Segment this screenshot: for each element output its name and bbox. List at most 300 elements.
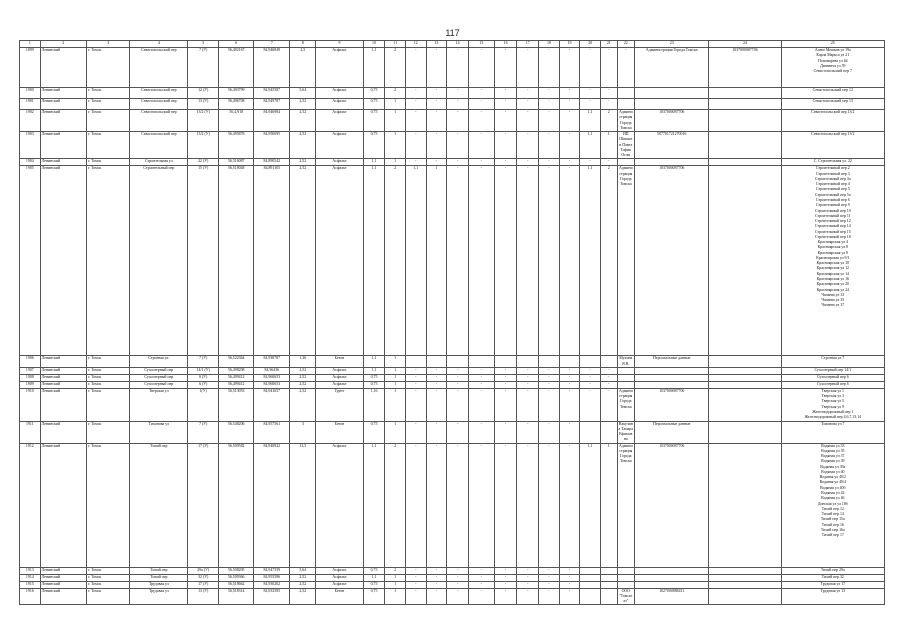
table-cell: Тихий пер [130, 567, 188, 574]
table-cell: 1(У) [188, 388, 219, 421]
table-cell: - [517, 132, 539, 159]
table-cell: - [517, 48, 539, 88]
column-number-cell: 24 [709, 41, 781, 48]
served-object: Красноярская ул 4 [817, 240, 848, 245]
table-cell: 84,938787 [254, 356, 290, 368]
served-objects-cell [781, 567, 884, 574]
table-row [20, 99, 885, 110]
table-cell: 2,5 [290, 48, 316, 88]
served-object: Строительный пер 6 [815, 197, 850, 202]
table-cell [601, 356, 618, 368]
table-cell: - [405, 132, 426, 159]
table-cell: - [559, 381, 580, 388]
table-row [20, 132, 885, 159]
table-cell: 1027000888411 [635, 588, 709, 605]
table-cell: 84,957561 [254, 421, 290, 443]
table-cell: 84,946984 [254, 110, 290, 132]
table-cell: - [559, 88, 580, 99]
table-cell: - [517, 588, 539, 605]
table-cell: - [468, 88, 494, 99]
table-cell [580, 567, 601, 574]
table-cell: - [580, 99, 601, 110]
served-object: Строительный пер 4 [815, 182, 850, 187]
table-cell: - [601, 388, 618, 421]
table-cell: ООО "Томскгаз" [617, 588, 635, 605]
served-object: Водяная ул 40/4 [819, 480, 846, 485]
table-cell [635, 159, 709, 166]
served-objects-cell [781, 588, 884, 605]
table-cell: Сухоозерный пер [130, 374, 188, 381]
table-cell: - [539, 48, 560, 88]
served-object: Красноярская ул 9/1 [816, 255, 850, 260]
table-cell: 2 [385, 166, 406, 356]
table-cell: 56,4,918 [219, 110, 254, 132]
column-number-cell: 16 [494, 41, 517, 48]
served-object: Тихий пер 32 [821, 574, 844, 579]
table-cell: - [517, 421, 539, 443]
served-object: Строительный пер 9 [815, 203, 850, 208]
served-object: Сухоозерный пер 6 [816, 381, 849, 386]
table-cell: 6 (У) [188, 374, 219, 381]
table-cell: 1 [385, 421, 406, 443]
table-cell: - [405, 574, 426, 581]
table-cell: 1,1 [363, 159, 385, 166]
table-cell: 22 (У) [188, 159, 219, 166]
table-cell: - [426, 88, 447, 99]
table-cell: Ленинский [40, 356, 86, 368]
table-cell: - [426, 581, 447, 588]
table-cell: - [426, 574, 447, 581]
table-cell: 0,75 [363, 110, 385, 132]
table-cell: - [494, 166, 517, 356]
table-cell: - [601, 48, 618, 88]
table-cell: - [405, 88, 426, 99]
table-cell: 1 [385, 374, 406, 381]
table-cell: - [601, 159, 618, 166]
table-cell: Персональные данные [635, 421, 709, 443]
table-cell: - [580, 48, 601, 88]
table-row [20, 567, 885, 574]
served-object: Тверская ул 9 [821, 404, 844, 409]
table-cell: - [405, 110, 426, 132]
served-object: Чапаева ул 37 [821, 303, 845, 308]
table-cell: Асфальт [316, 374, 363, 381]
table-cell: Тихонова ул [130, 421, 188, 443]
table-cell: Севастопольский пер [130, 99, 188, 110]
table-cell: - [426, 374, 447, 381]
table-cell: 32 (У) [188, 574, 219, 581]
table-cell: Асфальт [316, 110, 363, 132]
table-cell: 0,75 [363, 132, 385, 159]
table-cell: Ленинский [40, 48, 86, 88]
table-cell: - [447, 443, 469, 567]
table-cell: 1 [385, 99, 406, 110]
table-cell: Администрация Города Томска [617, 388, 635, 421]
table-cell: Персональные данные [635, 356, 709, 368]
table-cell [494, 356, 517, 368]
table-cell: 1,1 [363, 166, 385, 356]
table-cell: - [494, 581, 517, 588]
served-object: Красноярская ул 20 [816, 282, 849, 287]
table-cell: - [447, 110, 469, 132]
column-number-cell: 7 [254, 41, 290, 48]
table-cell: Ленинский [40, 574, 86, 581]
table-cell: Ленинский [40, 374, 86, 381]
table-cell: - [539, 381, 560, 388]
table-cell: 1910 [20, 388, 41, 421]
table-cell: 1914 [20, 574, 41, 581]
table-cell [580, 581, 601, 588]
table-cell: г. Томск [87, 88, 130, 99]
table-cell: 1 [601, 132, 618, 159]
table-cell: - [447, 99, 469, 110]
table-cell: - [539, 99, 560, 110]
table-cell: 1,1 [580, 110, 601, 132]
table-cell: Ленинский [40, 388, 86, 421]
table-cell: 1899 [20, 48, 41, 88]
table-cell [709, 567, 781, 574]
table-cell: - [517, 381, 539, 388]
table-cell: - [559, 99, 580, 110]
table-cell: Севастопольский пер [130, 132, 188, 159]
table-cell: 1,1 [363, 48, 385, 88]
table-cell: - [468, 581, 494, 588]
table-cell: г. Томск [87, 132, 130, 159]
table-cell [617, 374, 635, 381]
table-cell: - [494, 88, 517, 99]
table-cell: 1037000087706 [635, 110, 709, 132]
table-cell: 1 [601, 443, 618, 567]
table-cell: Ленинский [40, 132, 86, 159]
table-cell: - [447, 421, 469, 443]
served-object: Красноярская ул 16 [816, 276, 849, 281]
table-cell: 0,75 [363, 581, 385, 588]
table-cell: - [494, 367, 517, 374]
table-cell: 1,1 [363, 574, 385, 581]
served-object: Чапаева ул 35 [821, 298, 845, 303]
table-cell: Тихий пер [130, 443, 188, 567]
table-cell [709, 88, 781, 99]
table-cell: г. Томск [87, 99, 130, 110]
table-cell: 0,75 [363, 99, 385, 110]
table-cell: Ленинский [40, 159, 86, 166]
table-cell: 84,96436 [254, 367, 290, 374]
served-object: Тихий пер 17 [821, 533, 844, 538]
table-cell [617, 567, 635, 574]
table-cell: 1,16 [363, 388, 385, 421]
table-cell: г. Томск [87, 388, 130, 421]
table-cell: - [494, 99, 517, 110]
served-object: Тихонова ул 7 [821, 421, 845, 426]
table-cell [601, 588, 618, 605]
table-cell: г. Томск [87, 581, 130, 588]
served-object: Трудовая ул 17 [820, 581, 846, 586]
table-row [20, 443, 885, 567]
table-cell: - [539, 421, 560, 443]
table-cell: - [468, 48, 494, 88]
table-cell [617, 581, 635, 588]
table-cell: 56,498208 [219, 367, 254, 374]
table-cell: - [405, 374, 426, 381]
served-object: Севастопольский пер 13 [812, 99, 853, 103]
table-cell [709, 132, 781, 159]
table-cell: 13 (У) [188, 588, 219, 605]
table-cell [709, 443, 781, 567]
table-cell [709, 588, 781, 605]
table-cell: - [494, 388, 517, 421]
table-cell: 0,75 [363, 88, 385, 99]
table-cell: - [447, 374, 469, 381]
column-number-row [20, 41, 885, 48]
table-cell: Асфальт [316, 367, 363, 374]
table-cell: - [426, 99, 447, 110]
table-cell: Ленинский [40, 99, 86, 110]
register-table [19, 40, 885, 605]
served-object: Красноярская ул 9 [817, 250, 848, 255]
table-cell: 7 (У) [188, 421, 219, 443]
table-cell: - [580, 88, 601, 99]
served-object: Сухоозерный пер 6 [816, 374, 849, 379]
table-cell: 2,52 [290, 588, 316, 605]
table-cell: 13,5 [290, 443, 316, 567]
table-cell: - [447, 388, 469, 421]
table-cell: ИП Шишкин Павел Тофик Оглы [617, 132, 635, 159]
table-cell: Ленинский [40, 110, 86, 132]
table-cell: 84,890542 [254, 159, 290, 166]
table-cell: - [494, 588, 517, 605]
column-number-cell: 9 [316, 41, 363, 48]
served-object: Тихий пер 14 [821, 512, 844, 517]
served-objects-cell [781, 88, 884, 99]
table-cell: 5,64 [290, 567, 316, 574]
served-object: Красноярская ул 24 [816, 287, 849, 292]
table-cell: 29а (У) [188, 567, 219, 574]
table-cell: 84,960653 [254, 374, 290, 381]
table-cell: 2,52 [290, 367, 316, 374]
column-number-cell: 20 [580, 41, 601, 48]
table-cell: 1 [385, 159, 406, 166]
table-cell: Строительная ул [130, 159, 188, 166]
table-cell: - [517, 99, 539, 110]
table-cell: - [426, 567, 447, 574]
table-cell: Ленинский [40, 567, 86, 574]
table-cell: 1909 [20, 381, 41, 388]
served-object: Тверская ул 1 [821, 388, 844, 393]
table-cell [709, 581, 781, 588]
table-cell: - [426, 421, 447, 443]
table-cell: - [447, 581, 469, 588]
table-cell: 507701721270016 [635, 132, 709, 159]
table-cell: Ленинский [40, 166, 86, 356]
table-row [20, 367, 885, 374]
table-cell: 2,52 [290, 159, 316, 166]
table-cell: 1905 [20, 166, 41, 356]
column-number-cell: 19 [559, 41, 580, 48]
table-cell: 56,518048 [219, 166, 254, 356]
served-object: Красноярская ул 12 [816, 266, 849, 271]
table-cell [709, 367, 781, 374]
served-object: С. Строительная ул. 22 [813, 159, 852, 164]
served-object: Железнодорожный пер 4,6,7,13,14 [804, 415, 862, 420]
table-cell [635, 99, 709, 110]
table-cell: - [447, 367, 469, 374]
served-object: Даневича ул 59 [820, 63, 846, 68]
table-cell: - [405, 421, 426, 443]
table-cell: Сухоозерный пер [130, 367, 188, 374]
served-object: Строительный пер 5а [815, 192, 851, 197]
table-row [20, 421, 885, 443]
table-cell: - [405, 159, 426, 166]
column-number-cell: 12 [405, 41, 426, 48]
column-number-cell: 1 [20, 41, 41, 48]
table-cell: 56,509582 [219, 443, 254, 567]
table-cell: - [559, 388, 580, 421]
table-cell: г. Томск [87, 374, 130, 381]
table-cell: - [447, 132, 469, 159]
table-cell: 2 [601, 166, 618, 356]
table-row [20, 166, 885, 356]
table-cell: - [405, 48, 426, 88]
table-cell: - [468, 567, 494, 574]
table-cell: - [426, 443, 447, 567]
served-objects-cell [781, 166, 884, 356]
table-cell: - [405, 588, 426, 605]
table-cell: Севастопольский пер [130, 88, 188, 99]
table-cell: 2,52 [290, 110, 316, 132]
served-object: Тихий пер 16 [821, 522, 844, 527]
table-cell: 1,1 [363, 367, 385, 374]
table-cell: 84,946849 [254, 48, 290, 88]
table-cell: - [447, 567, 469, 574]
table-cell: г. Томск [87, 574, 130, 581]
table-cell: 2 [385, 567, 406, 574]
served-object: Тихий пер 12 [821, 506, 844, 511]
table-cell: 2 [385, 443, 406, 567]
table-cell: 1902 [20, 110, 41, 132]
served-objects-cell [781, 110, 884, 132]
table-cell: - [517, 374, 539, 381]
table-cell: 1037000087706 [635, 443, 709, 567]
table-row [20, 110, 885, 132]
served-object: Водяная ул 33 [821, 443, 845, 448]
served-object: Севастопольский пер 13/2 [811, 110, 855, 114]
column-number-cell: 4 [130, 41, 188, 48]
table-cell: - [426, 48, 447, 88]
table-cell [447, 356, 469, 368]
served-object: Строевая ул 7 [821, 356, 845, 361]
table-cell: 56,522364 [219, 356, 254, 368]
table-cell: 56,496708 [219, 99, 254, 110]
table-row [20, 574, 885, 581]
table-cell: - [559, 132, 580, 159]
served-object: Севастопольский пер 7 [813, 69, 852, 74]
table-cell: 56,518662 [219, 581, 254, 588]
table-row [20, 48, 885, 88]
table-cell: Грунт [316, 388, 363, 421]
table-cell: - [517, 567, 539, 574]
table-cell: - [426, 367, 447, 374]
table-cell: Асфальт [316, 443, 363, 567]
table-cell: Бетон [316, 356, 363, 368]
table-cell: - [539, 588, 560, 605]
column-number-cell: 2 [40, 41, 86, 48]
column-number-cell: 22 [617, 41, 635, 48]
table-cell: Асфальт [316, 48, 363, 88]
served-object: Строительный пер 3а [815, 176, 851, 181]
table-cell: 5,64 [290, 88, 316, 99]
table-cell: - [559, 374, 580, 381]
table-cell: Мухина В.В. [617, 356, 635, 368]
table-cell: - [468, 99, 494, 110]
table-cell: - [601, 381, 618, 388]
served-object: Строительный пер 5 [815, 187, 850, 192]
table-cell: 1 [385, 581, 406, 588]
table-row [20, 159, 885, 166]
served-object: Строительный пер 18 [814, 234, 851, 239]
table-cell: Трудовая ул [130, 588, 188, 605]
table-cell: - [426, 588, 447, 605]
table-cell: - [580, 367, 601, 374]
table-cell: 6 (У) [188, 381, 219, 388]
table-cell: 1037000087706 [635, 166, 709, 356]
table-cell: 1,1 [363, 443, 385, 567]
table-cell: - [580, 388, 601, 421]
served-objects-cell [781, 132, 884, 159]
table-cell: - [517, 574, 539, 581]
table-cell [468, 356, 494, 368]
served-object: Строительный пер 14 [814, 224, 851, 229]
table-cell: - [539, 132, 560, 159]
table-cell: - [559, 574, 580, 581]
table-cell: Бетон [316, 588, 363, 605]
table-cell: Бетон [316, 421, 363, 443]
served-objects-cell [781, 367, 884, 374]
table-cell: 1 [426, 166, 447, 356]
table-cell: 1,1 [363, 356, 385, 368]
table-cell: - [447, 574, 469, 581]
table-cell [709, 99, 781, 110]
served-object: Красноярская ул 10 [816, 261, 849, 266]
table-cell: Асфальт [316, 381, 363, 388]
served-object: Красноярская ул 14 [816, 271, 849, 276]
column-number-cell: 14 [447, 41, 469, 48]
table-cell: г. Томск [87, 381, 130, 388]
table-cell: - [539, 581, 560, 588]
table-cell: - [494, 374, 517, 381]
table-cell: Асфальт [316, 567, 363, 574]
table-cell: - [494, 443, 517, 567]
table-cell: - [426, 132, 447, 159]
table-cell: г. Томск [87, 110, 130, 132]
table-cell: - [539, 159, 560, 166]
table-cell: - [539, 443, 560, 567]
table-cell [709, 374, 781, 381]
table-cell: 84,941657 [254, 388, 290, 421]
table-cell: - [468, 159, 494, 166]
table-cell: Ленинский [40, 421, 86, 443]
table-cell: 1903 [20, 132, 41, 159]
table-cell: - [580, 159, 601, 166]
served-object: Чапаева ул 33 [821, 292, 845, 297]
table-cell [635, 381, 709, 388]
served-object: Тверская ул 5 [821, 399, 844, 404]
table-cell: - [468, 388, 494, 421]
table-cell [580, 588, 601, 605]
table-cell: Ленинский [40, 381, 86, 388]
table-cell: Тверская ул [130, 388, 188, 421]
table-row [20, 88, 885, 99]
table-cell: - [405, 443, 426, 567]
